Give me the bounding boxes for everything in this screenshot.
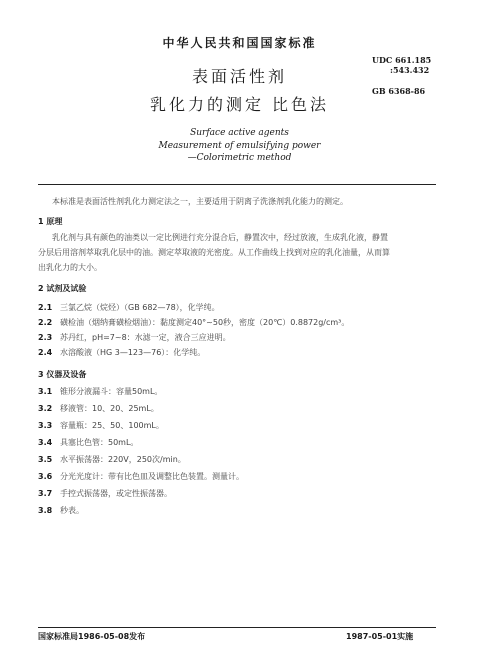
list-item [38, 332, 231, 343]
list-item [38, 488, 172, 499]
list-item [38, 437, 138, 448]
item-text: 具塞比色管：50mL。 [60, 438, 139, 447]
udc-line-1: UDC 661.185 [372, 55, 432, 65]
gb-number: GB 6368-86 [372, 86, 426, 96]
english-title-line-1: Surface active agents [190, 128, 289, 138]
list-item [38, 505, 84, 516]
list-item [38, 302, 220, 313]
effective-date: 1987-05-01实施 [346, 632, 414, 641]
item-text: 水溶酸液（HG 3—123—76）：化学纯。 [60, 348, 206, 357]
item-number: 3.7 [38, 489, 53, 498]
item-text: 分光光度计：带有比色皿及调整比色装置。测量计。 [60, 472, 244, 481]
chinese-title-line-1: 表面活性剂 [191, 67, 287, 86]
item-text: 磺检油（烟纳膏磺检烟油）：黏度测定40°~50秒，密度（20℃）0.8872g/cm³。 [60, 318, 350, 327]
item-text: 移液管：10、20、25mL。 [60, 404, 159, 413]
item-text: 三氯乙烷（烷烃）（GB 682—78），化学纯。 [60, 303, 220, 312]
intro-paragraph: 本标准是表面活性剂乳化力测定法之一，主要适用于阴离子洗涤剂乳化能力的测定。 [52, 197, 348, 206]
list-item [38, 454, 186, 465]
list-item [38, 347, 205, 358]
list-item [38, 471, 244, 482]
item-text: 容量瓶：25、50、100mL。 [60, 421, 164, 430]
list-item [38, 317, 349, 328]
item-number: 3.1 [38, 387, 53, 396]
item-number: 2.3 [38, 333, 53, 342]
list-item [38, 420, 164, 431]
item-number: 3.8 [38, 506, 53, 515]
english-title-line-2: Measurement of emulsifying power [158, 141, 321, 151]
national-standard-title: 中华人民共和国国家标准 [162, 36, 317, 50]
footer-divider [38, 627, 436, 628]
english-title-line-3: —Colorimetric method [187, 153, 292, 163]
item-number: 3.4 [38, 438, 53, 447]
section-1-title: 1 原理 [38, 217, 63, 226]
item-text: 锥形分液漏斗：容量50mL。 [60, 387, 163, 396]
item-number: 2.4 [38, 348, 53, 357]
list-item [38, 386, 162, 397]
udc-line-2: :543.432 [390, 65, 430, 75]
section-3-title: 3 仪器及设备 [38, 370, 87, 379]
list-item [38, 403, 159, 414]
item-number: 2.1 [38, 303, 53, 312]
chinese-title-line-2: 乳化力的测定 比色法 [149, 95, 330, 114]
item-number: 2.2 [38, 318, 53, 327]
item-number: 3.5 [38, 455, 53, 464]
item-text: 手控式振荡器，或定性振荡器。 [60, 489, 172, 498]
item-text: 水平振荡器：220V，250次/min。 [60, 455, 186, 464]
header-divider [38, 184, 436, 185]
section-1-para-line-3: 出乳化力的大小。 [38, 263, 102, 272]
item-number: 3.3 [38, 421, 53, 430]
issue-date: 国家标准局1986-05-08发布 [38, 632, 146, 641]
section-1-para-line-1: 乳化剂与具有颜色的油类以一定比例进行充分混合后，静置次中，经过放液，生成乳化液，静置 [52, 233, 388, 242]
section-2-title: 2 试剂及试验 [38, 284, 87, 293]
item-text: 苏丹红，pH=7~8：水滤一定，液合三应进明。 [60, 333, 231, 342]
item-number: 3.2 [38, 404, 53, 413]
section-1-para-line-2: 分层后用溶剂萃取乳化层中的油。测定萃取液的光密度。从工作曲线上找到对应的乳化油量，从而算 [38, 248, 390, 257]
item-number: 3.6 [38, 472, 53, 481]
item-text: 秒表。 [60, 506, 84, 515]
